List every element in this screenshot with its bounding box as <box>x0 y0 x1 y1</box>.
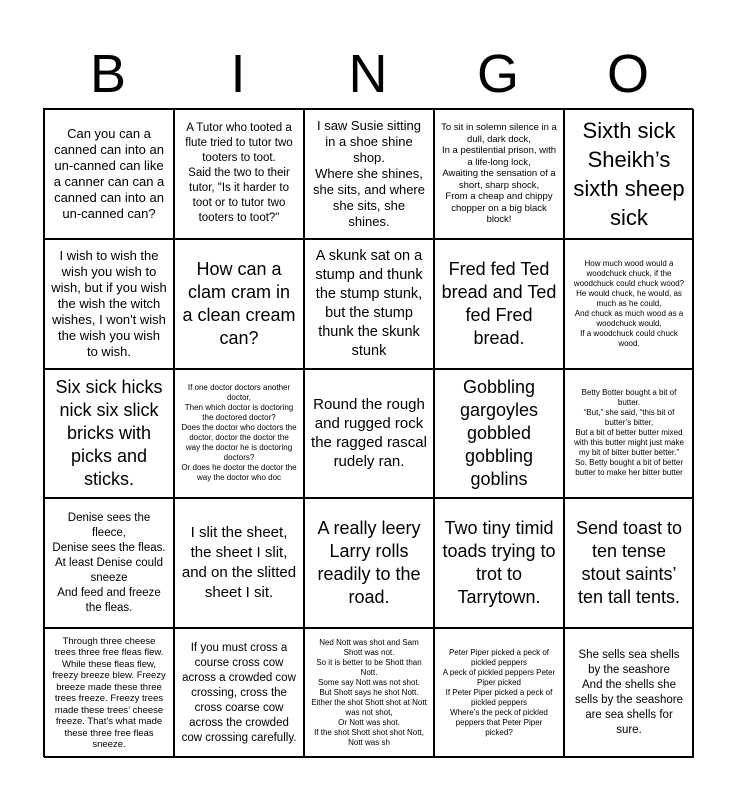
bingo-cell[interactable]: Denise sees the fleece, Denise sees the fleas. At least Denise could sneeze And feed and freeze the fleas. <box>44 498 174 628</box>
bingo-cell[interactable]: How can a clam cram in a clean cream can? <box>174 239 304 369</box>
title-letter-g: G <box>476 44 519 104</box>
bingo-cell[interactable]: If you must cross a course cross cow across a crowded cow crossing, cross the cross coarse cow across the crowded cow crossing carefully. <box>174 628 304 758</box>
bingo-cell[interactable]: A really leery Larry rolls readily to the road. <box>304 498 434 628</box>
bingo-cell[interactable]: Can you can a canned can into an un-canned can like a canner can can a canned can into an un-canned can? <box>44 109 174 239</box>
bingo-cell[interactable]: Two tiny timid toads trying to trot to Tarrytown. <box>434 498 564 628</box>
bingo-card-grid <box>43 108 693 757</box>
bingo-cell[interactable]: How much wood would a woodchuck chuck, if the woodchuck could chuck wood? He would chuck, he would, as much as he could, And chuck as much wood as a woodchuck would, If a woodchuck could chuck wood. <box>564 239 694 369</box>
bingo-cell[interactable]: I slit the sheet, the sheet I slit, and on the slitted sheet I sit. <box>174 498 304 628</box>
bingo-cell[interactable]: Betty Botter bought a bit of butter. “But,” she said, “this bit of butter’s bitter, But a bit of better butter mixed with this butter might just make my bit of bitter butter better.” So, Betty bought a bit of better butter to make her bitter butter <box>564 369 694 499</box>
bingo-cell[interactable]: If one doctor doctors another doctor, Then which doctor is doctoring the doctored doctor? Does the doctor who doctors the doctor, doctor the doctor the way the doctor he is doctoring doctors? Or does he doctor the doctor the way the doctor who doc <box>174 369 304 499</box>
title-letter-b: B <box>89 44 127 104</box>
title-letter-i: I <box>230 44 246 104</box>
bingo-cell[interactable]: She sells sea shells by the seashore And the shells she sells by the seashore are sea shells for sure. <box>564 628 694 758</box>
title-letter-o: O <box>606 44 649 104</box>
bingo-cell[interactable]: Ned Nott was shot and Sam Shott was not. So it is better to be Shott than Nott. Some say Nott was not shot. But Shott says he shot Nott. Either the shot Shott shot at Nott was not shot, Or Nott was shot. If the shot Shott shot shot Nott, Nott was sh <box>304 628 434 758</box>
bingo-cell[interactable]: Six sick hicks nick six slick bricks with picks and sticks. <box>44 369 174 499</box>
bingo-cell[interactable]: Round the rough and rugged rock the ragged rascal rudely ran. <box>304 369 434 499</box>
bingo-cell[interactable]: A Tutor who tooted a flute tried to tutor two tooters to toot. Said the two to their tutor, "Is it harder to toot or to tutor two tooters to toot?" <box>174 109 304 239</box>
bingo-cell[interactable]: To sit in solemn silence in a dull, dark dock, In a pestilential prison, with a life-long lock, Awaiting the sensation of a short, sharp shock, From a cheap and chippy chopper on a big black block! <box>434 109 564 239</box>
bingo-cell[interactable]: I saw Susie sitting in a shoe shine shop. Where she shines, she sits, and where she sits, she shines. <box>304 109 434 239</box>
bingo-title <box>43 40 693 108</box>
bingo-cell[interactable]: Peter Piper picked a peck of pickled peppers A peck of pickled peppers Peter Piper picked If Peter Piper picked a peck of pickled peppers Where’s the peck of pickled peppers that Peter Piper picked? <box>434 628 564 758</box>
title-letter-n: N <box>348 44 388 104</box>
bingo-cell[interactable]: Sixth sick Sheikh’s sixth sheep sick <box>564 109 694 239</box>
bingo-cell[interactable]: Send toast to ten tense stout saints’ ten tall tents. <box>564 498 694 628</box>
bingo-cell[interactable]: Through three cheese trees three free fleas flew. While these fleas flew, freezy breeze blew. Freezy breeze made these three trees freeze. Freezy trees made these trees’ cheese freeze. That’s what made these three free fleas sneeze. <box>44 628 174 758</box>
bingo-cell[interactable]: I wish to wish the wish you wish to wish, but if you wish the wish the witch wishes, I won't wish the wish you wish to wish. <box>44 239 174 369</box>
bingo-cell[interactable]: A skunk sat on a stump and thunk the stump stunk, but the stump thunk the skunk stunk <box>304 239 434 369</box>
bingo-cell[interactable]: Gobbling gargoyles gobbled gobbling goblins <box>434 369 564 499</box>
bingo-cell[interactable]: Fred fed Ted bread and Ted fed Fred bread. <box>434 239 564 369</box>
